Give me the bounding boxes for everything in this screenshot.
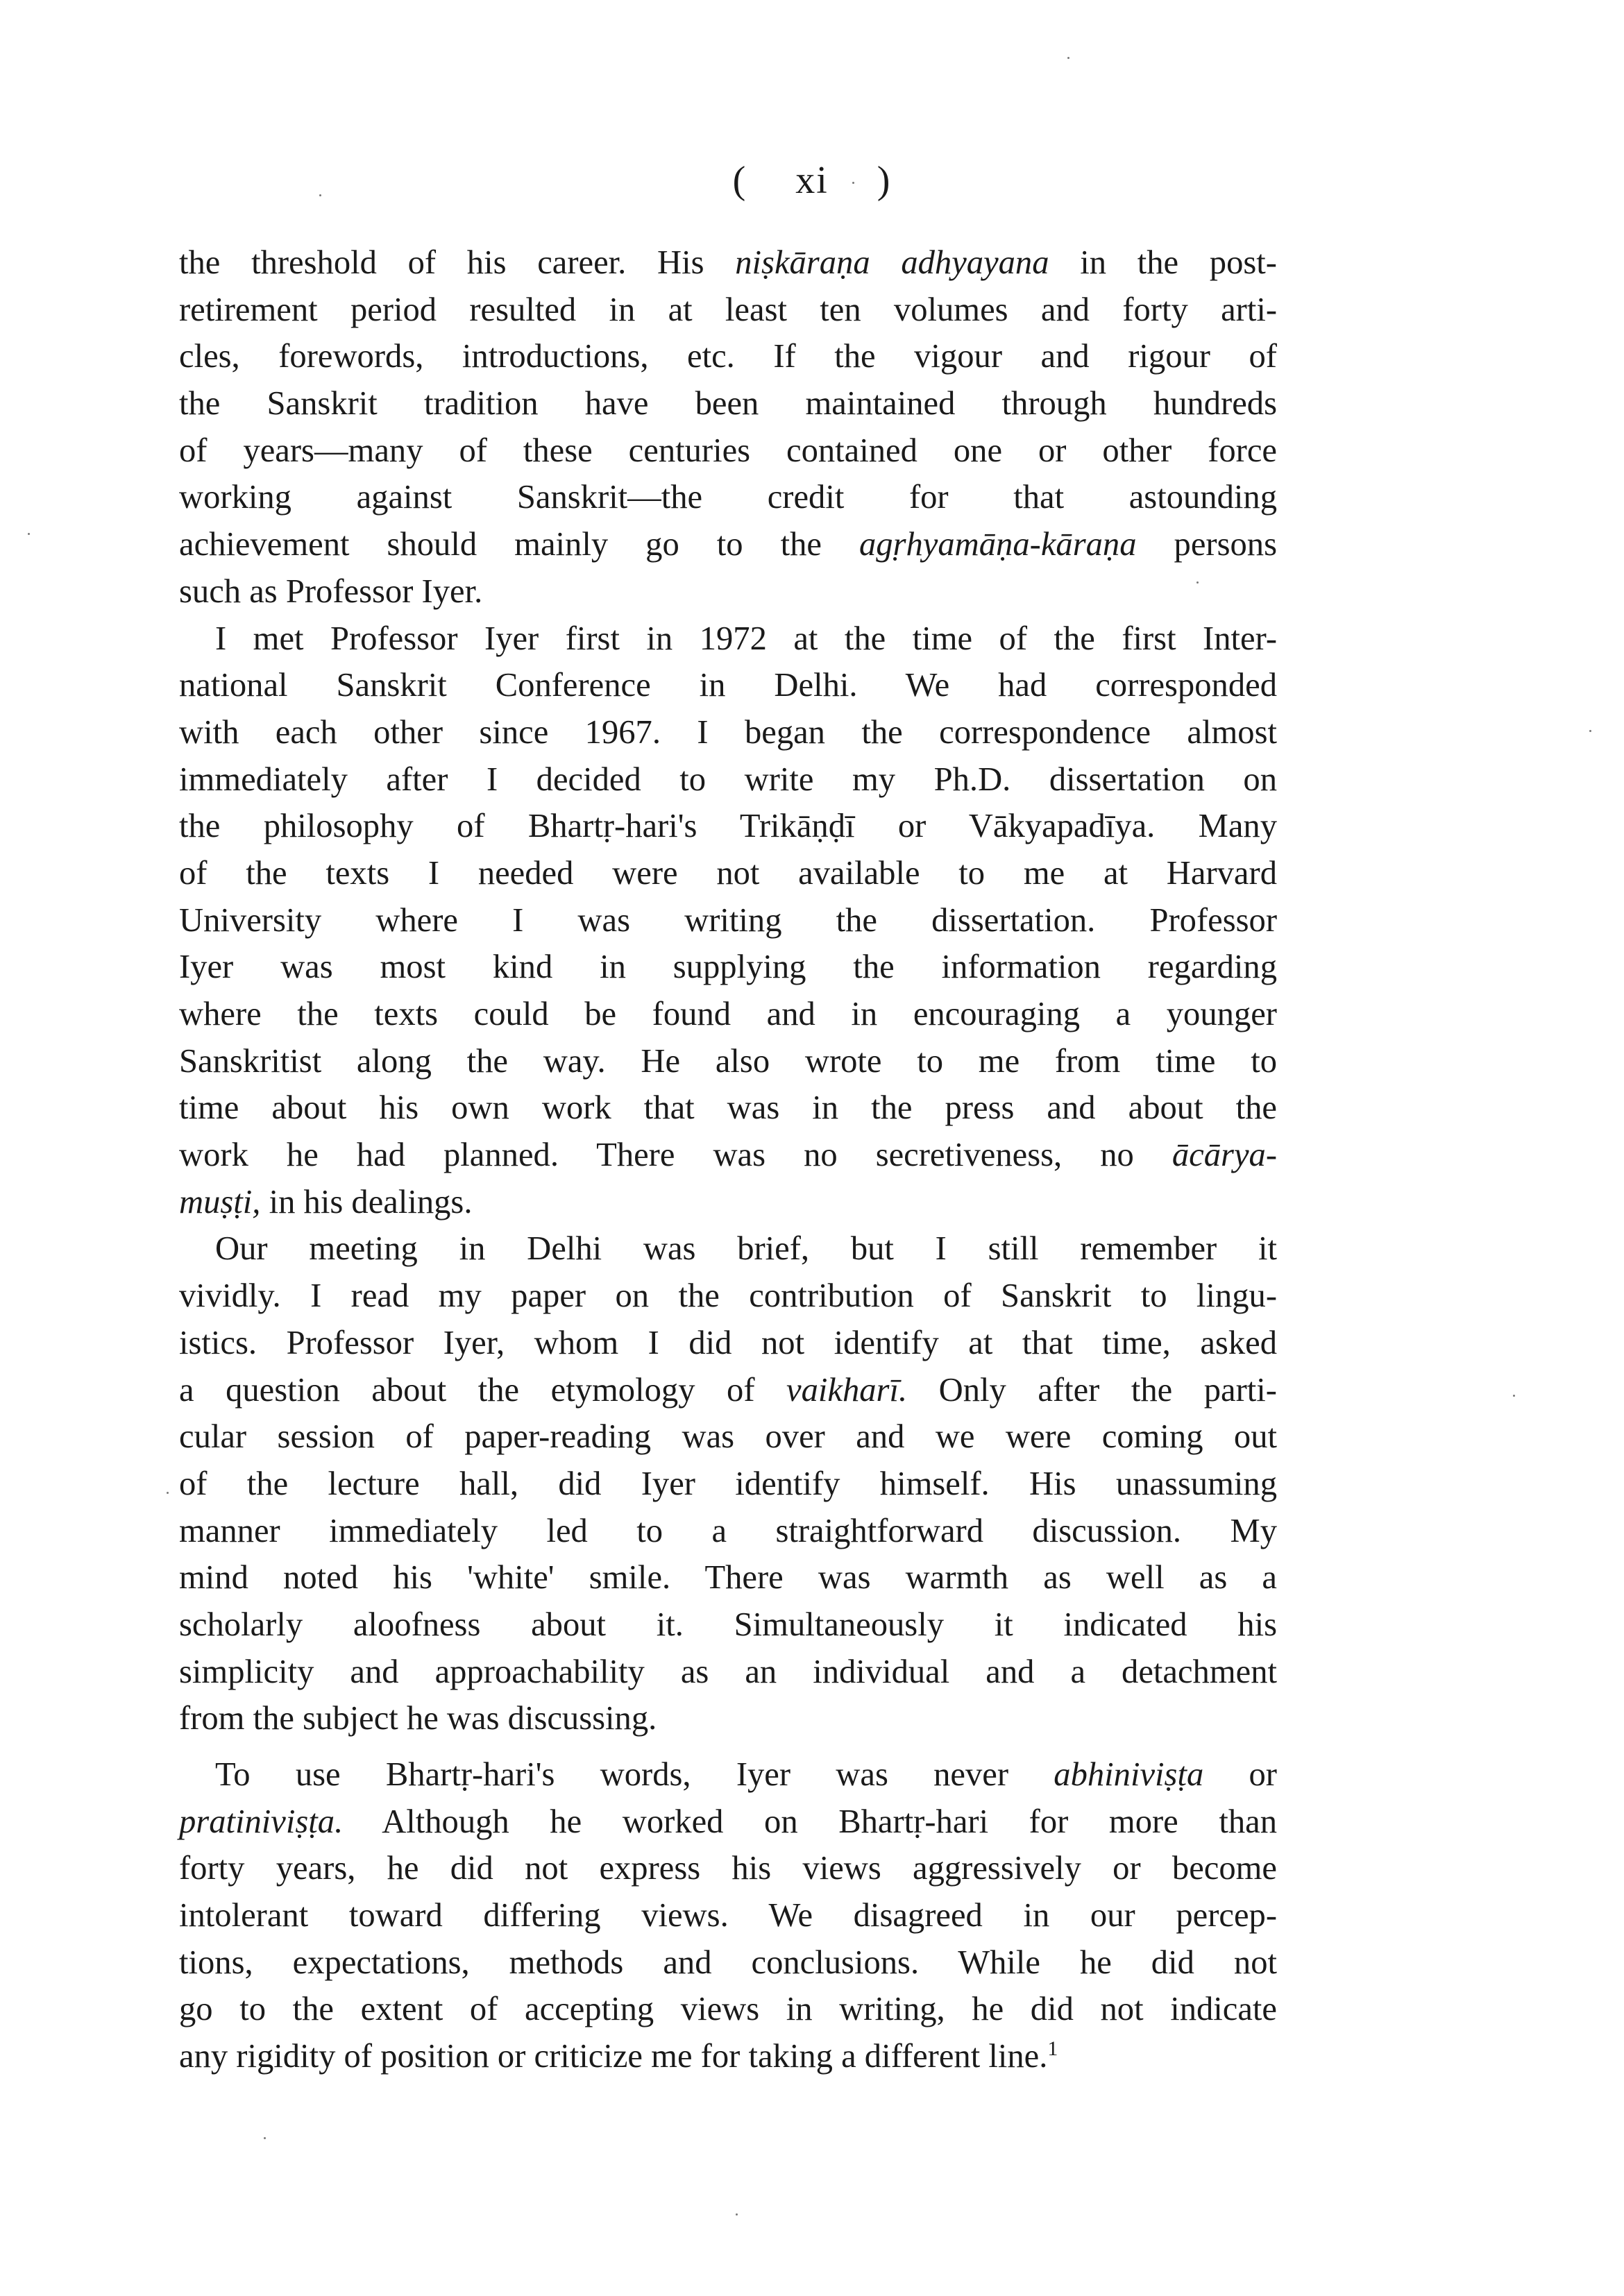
text-run: istics. Professor Iyer, whom I did not identify at that time, asked xyxy=(179,1323,1277,1361)
page-number-close-paren: ) xyxy=(877,159,892,202)
text-run: intolerant toward differing views. We disagreed in our percep- xyxy=(179,1896,1277,1934)
text-line xyxy=(179,287,1277,334)
text-run: forty years, he did not express his views aggressively or become xyxy=(179,1849,1277,1887)
text-run: cular session of paper-reading was over and we were coming out xyxy=(179,1418,1277,1456)
text-line xyxy=(179,1939,1277,1987)
text-run: of the lecture hall, did Iyer identify himself. His unassuming xyxy=(179,1464,1277,1502)
text-run: Iyer was most kind in supplying the information regarding xyxy=(179,948,1277,986)
text-line xyxy=(179,1554,1277,1601)
text-run: Only after the parti- xyxy=(907,1370,1277,1409)
page-number-open-paren: ( xyxy=(732,159,747,202)
text-line xyxy=(179,1085,1277,1132)
scan-speck xyxy=(736,2213,738,2216)
text-run: retirement period resulted in at least ten volumes and forty arti- xyxy=(179,290,1277,328)
text-run: in his dealings. xyxy=(260,1182,473,1221)
text-run: with each other since 1967. I began the correspondence almost xyxy=(179,713,1277,751)
text-line xyxy=(179,944,1277,991)
text-run: of years—many of these centuries contained one or other force xyxy=(179,431,1277,469)
scan-speck xyxy=(264,2137,266,2139)
italic-term: muṣṭi, xyxy=(179,1182,261,1221)
text-run: the threshold of his career. His xyxy=(179,244,736,281)
paragraph xyxy=(179,1751,1277,2080)
italic-term: abhiniviṣṭa xyxy=(1054,1755,1204,1793)
text-run: or xyxy=(1203,1755,1277,1793)
text-run: mind noted his 'white' smile. There was warmth as well as a xyxy=(179,1558,1277,1597)
text-run: immediately after I decided to write my Ph.D. dissertation on xyxy=(179,760,1277,798)
text-line xyxy=(179,991,1277,1038)
text-run: national Sanskrit Conference in Delhi. We had corresponded xyxy=(179,666,1277,704)
paragraph xyxy=(179,1225,1277,1742)
text-line xyxy=(179,239,1277,287)
text-line xyxy=(179,1413,1277,1461)
text-line xyxy=(179,2033,1277,2080)
text-run: achievement should mainly go to the xyxy=(179,525,859,563)
scan-speck xyxy=(28,533,30,535)
text-run: Although he worked on Bhartṛ-hari for more than xyxy=(343,1802,1277,1840)
text-line xyxy=(179,427,1277,475)
text-line xyxy=(179,521,1277,568)
text-run: a question about the etymology of xyxy=(179,1370,787,1409)
text-run: To use Bhartṛ-hari's words, Iyer was never xyxy=(215,1755,1054,1793)
text-line xyxy=(179,568,1277,615)
text-run: working against Sanskrit—the credit for that astounding xyxy=(179,478,1277,516)
text-line xyxy=(179,1601,1277,1649)
text-run: the philosophy of Bhartṛ-hari's Trikāṇḍī or Vākyapadīya. Many xyxy=(179,807,1277,845)
text-run: persons xyxy=(1136,525,1277,563)
text-line xyxy=(179,1179,1277,1226)
text-run: Our meeting in Delhi was brief, but I still remember it xyxy=(215,1230,1277,1268)
text-run: of the texts I needed were not available to me at Harvard xyxy=(179,853,1277,892)
text-line xyxy=(179,1273,1277,1320)
page-number-value: xi xyxy=(795,159,829,202)
text-run: the Sanskrit tradition have been maintained through hundreds xyxy=(179,384,1277,423)
text-run: work he had planned. There was no secretiveness, no xyxy=(179,1136,1172,1174)
scan-speck xyxy=(852,182,854,184)
body-text xyxy=(179,239,1277,2080)
scan-speck xyxy=(1589,730,1591,732)
text-line xyxy=(179,1986,1277,2033)
text-line xyxy=(179,615,1277,663)
text-line xyxy=(179,1225,1277,1273)
text-line xyxy=(179,803,1277,850)
italic-term: niṣkāraṇa adhyayana xyxy=(735,244,1049,281)
text-run: simplicity and approachability as an individual and a detachment xyxy=(179,1652,1277,1690)
italic-term: ācārya- xyxy=(1172,1136,1277,1174)
text-run: tions, expectations, methods and conclusions. While he did not xyxy=(179,1943,1277,1981)
text-line xyxy=(179,1751,1277,1798)
italic-term: agṛhyamāṇa-kāraṇa xyxy=(859,525,1137,563)
text-line xyxy=(179,1461,1277,1508)
text-line xyxy=(179,850,1277,897)
italic-term: pratiniviṣṭa. xyxy=(179,1802,344,1840)
text-run: such as Professor Iyer. xyxy=(179,572,483,610)
text-line xyxy=(179,380,1277,427)
text-line xyxy=(179,1649,1277,1696)
text-line xyxy=(179,1320,1277,1367)
text-line xyxy=(179,1892,1277,1939)
text-run: I met Professor Iyer first in 1972 at the time of the first Inter- xyxy=(215,619,1277,657)
page-number xyxy=(0,158,1624,203)
text-line xyxy=(179,756,1277,803)
text-run: in the post- xyxy=(1049,244,1277,281)
italic-term: vaikharī. xyxy=(786,1370,908,1409)
text-run: go to the extent of accepting views in writing, he did not indicate xyxy=(179,1990,1277,2028)
text-line xyxy=(179,1695,1277,1742)
text-run: any rigidity of position or criticize me for taking a different line. xyxy=(179,2037,1048,2075)
text-line xyxy=(179,897,1277,944)
text-run: from the subject he was discussing. xyxy=(179,1699,657,1737)
text-line xyxy=(179,1367,1277,1414)
text-line xyxy=(179,709,1277,756)
text-line xyxy=(179,1845,1277,1892)
footnote-marker: 1 xyxy=(1047,2036,1058,2060)
text-run: University where I was writing the dissertation. Professor xyxy=(179,901,1277,939)
text-line xyxy=(179,474,1277,521)
text-run: where the texts could be found and in encouraging a younger xyxy=(179,995,1277,1032)
paragraph xyxy=(179,615,1277,1226)
text-line xyxy=(179,1132,1277,1179)
scan-speck xyxy=(1196,581,1199,584)
text-line xyxy=(179,662,1277,709)
text-line xyxy=(179,1508,1277,1555)
paragraph xyxy=(179,239,1277,615)
scan-speck xyxy=(319,194,321,196)
scan-speck xyxy=(1513,1395,1515,1397)
text-run: scholarly aloofness about it. Simultaneously it indicated his xyxy=(179,1605,1277,1643)
text-run: vividly. I read my paper on the contribution of Sanskrit to lingu- xyxy=(179,1277,1277,1315)
text-run: Sanskritist along the way. He also wrote to me from time to xyxy=(179,1041,1277,1080)
scan-speck xyxy=(1067,57,1069,59)
scan-speck xyxy=(167,1492,169,1494)
text-run: cles, forewords, introductions, etc. If the vigour and rigour of xyxy=(179,337,1277,375)
text-line xyxy=(179,1798,1277,1846)
text-run: time about his own work that was in the press and about the xyxy=(179,1089,1277,1127)
text-run: manner immediately led to a straightforward discussion. My xyxy=(179,1511,1277,1549)
text-line xyxy=(179,333,1277,380)
text-line xyxy=(179,1038,1277,1085)
